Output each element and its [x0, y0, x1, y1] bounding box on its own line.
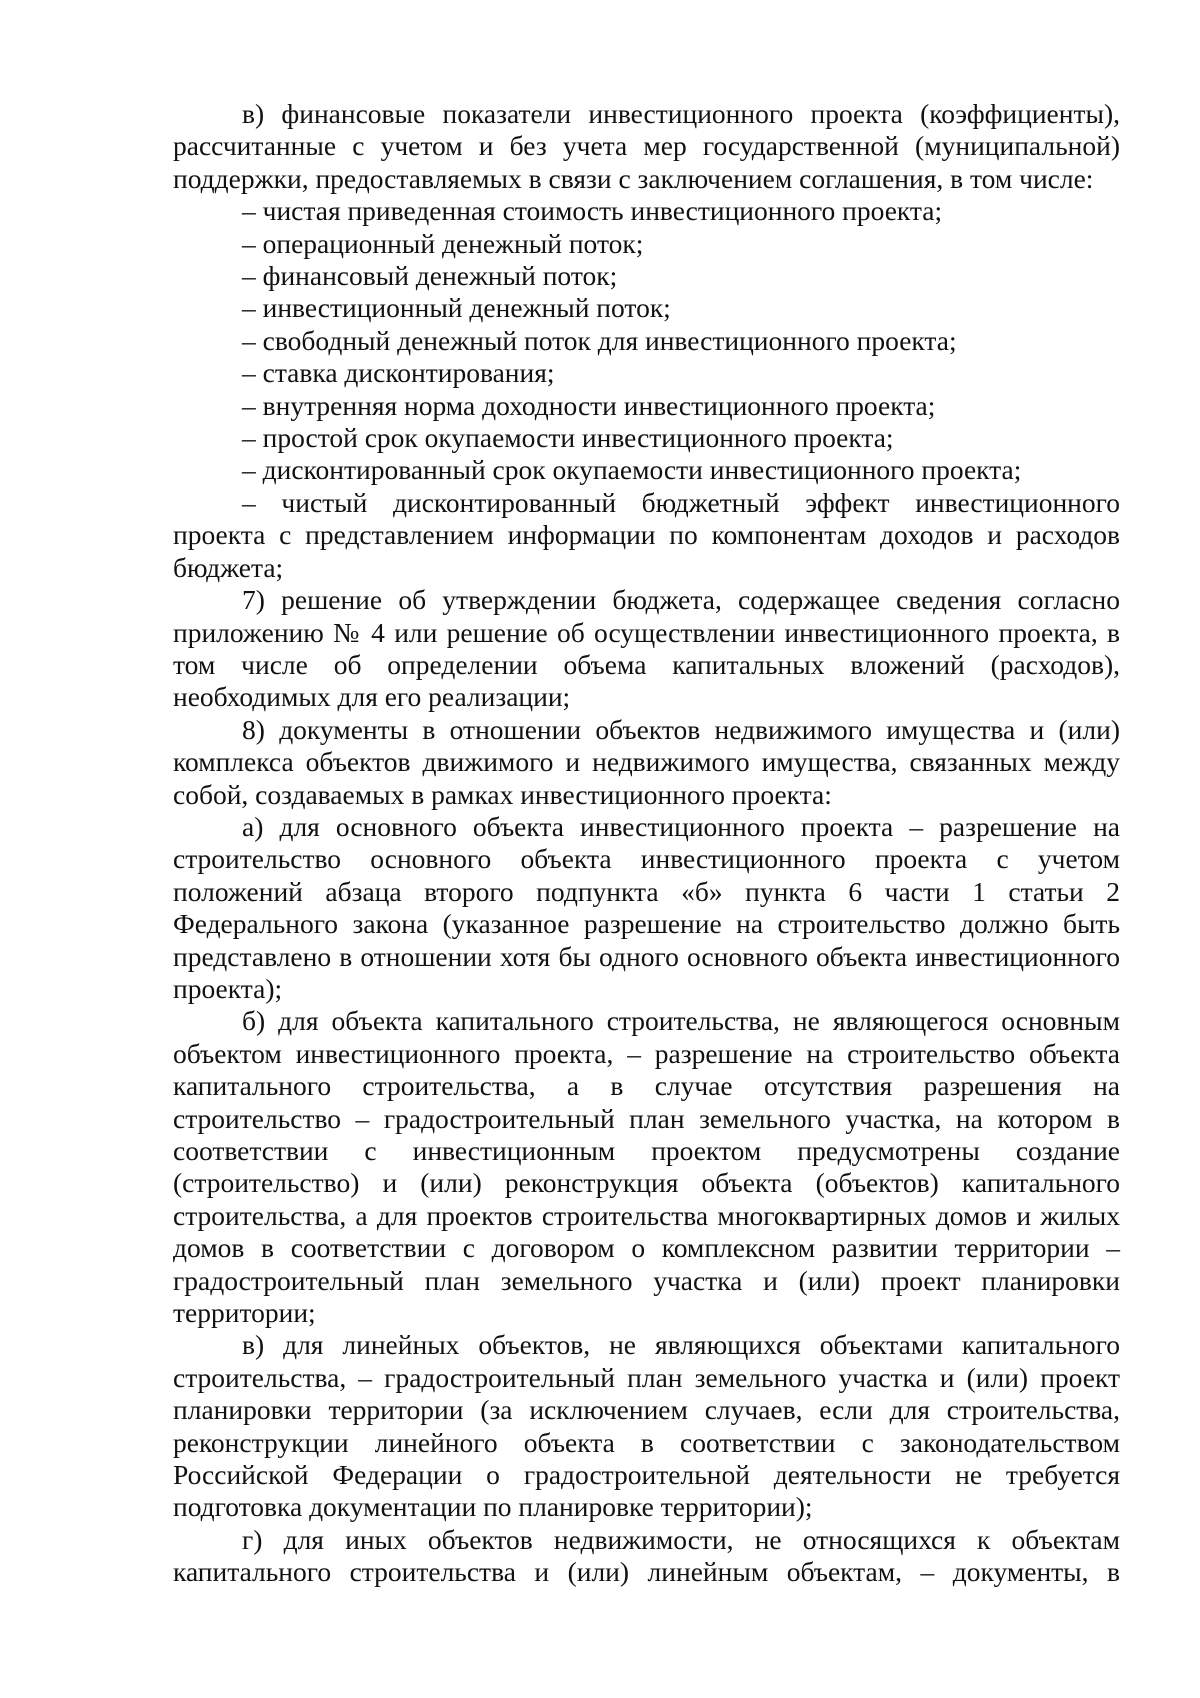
- list-item-discount-rate: – ставка дисконтирования;: [242, 357, 555, 389]
- list-item-net-present-value: – чистая приведенная стоимость инвестиционного проекта;: [242, 195, 943, 227]
- list-item-internal-rate-of-return: – внутренняя норма доходности инвестиционного проекта;: [242, 389, 936, 421]
- list-item-free-cash-flow: – свободный денежный поток для инвестиционного проекта;: [242, 324, 957, 356]
- paragraph-subitem-a: а) для основного объекта инвестиционного проекта – разрешение на строительство основного объекта инвестиционного проекта с учетом положений абзаца второго подпункта «б» пункта 6 части 1 статьи 2 Федерального закона (указанное разрешение на строительство должно быть представлено в отношении хотя бы одного основного объекта инвестиционного проекта);: [173, 810, 1120, 1004]
- list-item-financial-cash-flow: – финансовый денежный поток;: [242, 260, 618, 292]
- paragraph-financial-indicators: в) финансовые показатели инвестиционного проекта (коэффициенты), рассчитанные с учетом и без учета мер государственной (муниципальной) поддержки, предоставляемых в связи с заключением соглашения, в том числе:: [173, 98, 1120, 194]
- paragraph-subitem-v: в) для линейных объектов, не являющихся объектами капитального строительства, – градостроительный план земельного участка и (или) проект планировки территории (за исключением случаев, если для строительства, реконструкции линейного объекта в соответствии с законодательством Российской Федерации о градостроительной деятельности не требуется подготовка документации по планировке территории);: [173, 1329, 1120, 1523]
- list-item-discounted-payback: – дисконтированный срок окупаемости инвестиционного проекта;: [242, 454, 1022, 486]
- list-item-operating-cash-flow: – операционный денежный поток;: [242, 227, 644, 259]
- paragraph-item-8: 8) документы в отношении объектов недвижимого имущества и (или) комплекса объектов движимого и недвижимого имущества, связанных между собой, создаваемых в рамках инвестиционного проекта:: [173, 713, 1120, 810]
- list-item-simple-payback: – простой срок окупаемости инвестиционного проекта;: [242, 422, 894, 454]
- list-item-investment-cash-flow: – инвестиционный денежный поток;: [242, 292, 671, 324]
- document-page: [173, 98, 1120, 1589]
- list-item-budget-effect: – чистый дисконтированный бюджетный эффект инвестиционного проекта с представлением информации по компонентам доходов и расходов бюджета;: [173, 486, 1120, 583]
- paragraph-subitem-g: г) для иных объектов недвижимости, не относящихся к объектам капитального строительства и (или) линейным объектам, – документы, в: [173, 1523, 1120, 1588]
- paragraph-subitem-b: б) для объекта капитального строительства, не являющегося основным объектом инвестиционного проекта, – разрешение на строительство объекта капитального строительства, а в случае отсутствия разрешения на строительство – градостроительный план земельного участка, на котором в соответствии с инвестиционным проектом предусмотрены создание (строительство) и (или) реконструкция объекта (объектов) капитального строительства, а для проектов строительства многоквартирных домов и жилых домов в соответствии с договором о комплексном развитии территории – градостроительный план земельного участка и (или) проект планировки территории;: [173, 1005, 1120, 1329]
- paragraph-item-7: 7) решение об утверждении бюджета, содержащее сведения согласно приложению № 4 или решение об осуществлении инвестиционного проекта, в том числе об определении объема капитальных вложений (расходов), необходимых для его реализации;: [173, 584, 1120, 713]
